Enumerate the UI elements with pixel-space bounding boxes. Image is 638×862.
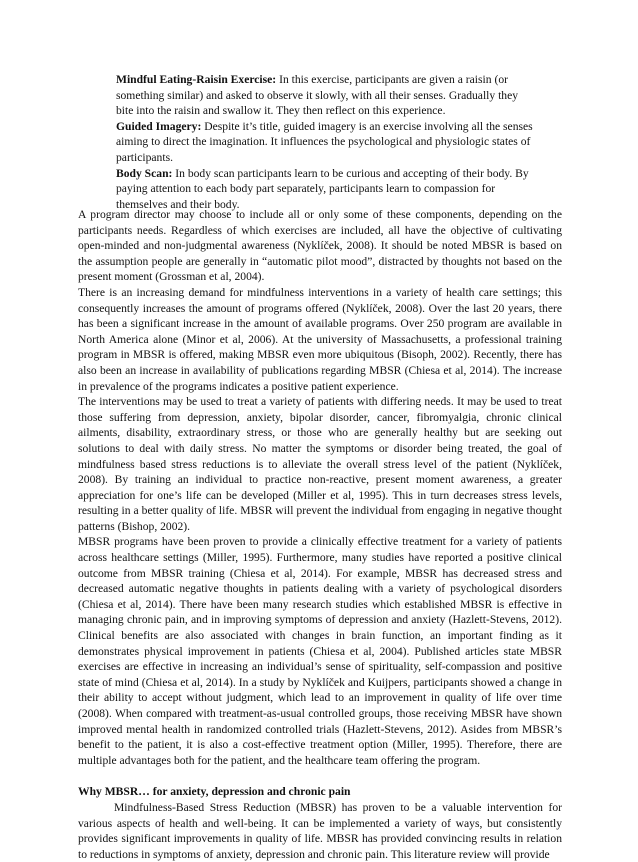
exercise-item-raisin [116,72,536,119]
section-heading: Why MBSR… for anxiety, depression and chronic pain [78,785,351,799]
exercise-term: Body Scan: [116,166,173,180]
body-paragraph: There is an increasing demand for mindfulness interventions in a variety of health care settings; this consequently increases the amount of programs offered (Nyklíček, 2008). Over the last 20 years, there has been a significant increase in the amount of available programs. Over 250 program are available in North America alone (Minor et al, 2006). At the university of Massachusetts, a professional training program in MBSR is offered, making MBSR even more ubiquitous (Bisoph, 2002). Recently, there has also been an increase in availability of publications regarding MBSR (Chiesa et al, 2014). The increase in prevalence of the programs indicates a positive patient experience. [78,285,562,393]
exercise-description: In this exercise, participants are given a raisin (or something similar) and asked to observe it slowly, with all their senses. Gradually they bite into the raisin and swallow it. They then reflect on this experience. [116,73,519,118]
exercise-description: In body scan participants learn to be curious and accepting of their body. By paying attention to each body part separately, participants learn to compassion for themselves and their body. [116,166,529,211]
main-text [78,207,562,862]
exercise-term: Mindful Eating-Raisin Exercise: [116,73,277,86]
exercise-item-guided-imagery [116,119,536,166]
exercise-term: Guided Imagery: [116,119,202,133]
body-paragraph: A program director may choose to include all or only some of these components, depending on the participants needs. Regardless of which exercises are included, all have the objective of cultivating open-minded and non-judgmental awareness (Nyklíček, 2008). It should be noted MBSR is based on the assumption people are generally in “automatic pilot mood”, distracted by thoughts not based on the present moment (Grossman et al, 2004). [78,208,562,284]
exercise-item-body-scan [116,166,536,213]
body-paragraph: MBSR programs have been proven to provide a clinically effective treatment for a variety of patients across healthcare settings (Miller, 1995). Furthermore, many studies have reported a positive clinical outcome from MBSR training (Chiesa et al, 2014). For example, MBSR has decreased stress and decreased automatic negative thoughts in patients dealing with a variety of psychological disorders (Chiesa et al, 2014). There have been many research studies which established MBSR is effective in managing chronic pain, and in improving symptoms of depression and anxiety (Hazlett-Stevens, 2012). Clinical benefits are also associated with changes in brain function, an important finding as it demonstrates physical improvement in patients (Chiesa et al, 2004). Published articles state MBSR exercises are effective in increasing an individual’s sense of spirituality, self-compassion and positive state of mind (Chiesa et al, 2014). In a study by Nyklíček and Kuijpers, participants showed a change in their ability to accept without judgment, which lead to an improvement in quality of life over time (2008). When compared with treatment-as-usual controlled groups, those receiving MBSR have shown improved mental health in randomized controlled trials (Hazlett-Stevens, 2012). Asides from MBSR’s benefit to the patient, it is also a cost-effective treatment option (Miller, 1995). Therefore, there are multiple advantages both for the patient, and the healthcare team offering the program. [78,535,562,767]
body-paragraph: The interventions may be used to treat a variety of patients with differing needs. It may be used to treat those suffering from depression, anxiety, bipolar disorder, cancer, fibromyalgia, chronic clinical ailments, disability, extraordinary stress, or those who are generally healthy but are seeking out solutions to deal with daily stress. No matter the symptoms or disorder being treated, the goal of mindfulness based stress reductions is to alleviate the overall stress level of the patient (Nyklíček, 2008). By training an individual to practice non-reactive, present moment awareness, a greater appreciation for one’s life can be developed (Miller et al, 1995). This in turn decreases stress levels, resulting in a better quality of life. MBSR will prevent the individual from engaging in negative thought patterns (Bishop, 2002). [78,395,562,533]
exercise-list [116,72,536,212]
exercise-description: Despite it’s title, guided imagery is an exercise involving all the senses aiming to direct the imagination. It influences the psychological and physiologic states of participants. [116,119,533,164]
section-body-paragraph: Mindfulness-Based Stress Reduction (MBSR) has proven to be a valuable intervention for various aspects of health and well-being. It can be implemented a variety of ways, but consistently provides significant improvements in quality of life. MBSR has provided convincing results in relation to reductions in symptoms of anxiety, depression and chronic pain. This literature review will provide [78,800,562,861]
